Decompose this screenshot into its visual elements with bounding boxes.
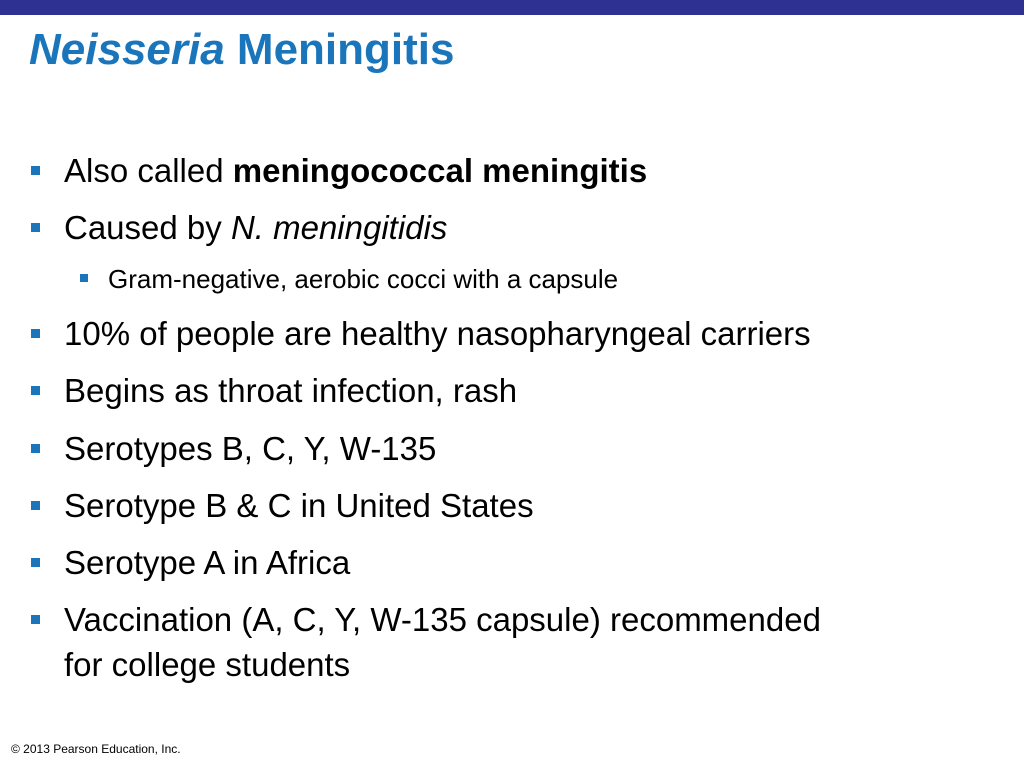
bullet-caused-by	[64, 205, 447, 250]
bullet-italic-term: N. meningitidis	[230, 209, 448, 246]
bullet-text: Serotype A in Africa	[64, 544, 351, 581]
bullet-serotypes	[64, 426, 436, 471]
bullet-vaccination	[64, 597, 821, 687]
bullet-marker-icon	[31, 444, 40, 453]
bullet-marker-icon	[31, 223, 40, 232]
bullet-text: 10% of people are healthy nasopharyngeal carriers	[64, 315, 811, 352]
bullet-marker-icon	[31, 501, 40, 510]
bullet-text: Gram-negative, aerobic cocci with a capsule	[108, 264, 619, 294]
bullet-carriers	[64, 311, 811, 356]
bullet-marker-icon	[31, 558, 40, 567]
bullet-text-line-1: Vaccination (A, C, Y, W-135 capsule) recommended	[64, 601, 821, 638]
bullet-throat-infection	[64, 368, 517, 413]
bullet-text: Caused by	[64, 209, 231, 246]
bullet-bold-term: meningococcal meningitis	[232, 152, 648, 189]
slide-title-rest: Meningitis	[224, 25, 455, 74]
bullet-marker-icon	[31, 329, 40, 338]
bullet-text: Serotype B & C in United States	[64, 487, 534, 524]
sub-bullet-gram-negative	[108, 261, 618, 297]
bullet-marker-icon	[31, 615, 40, 624]
bullet-text: Begins as throat infection, rash	[64, 372, 518, 409]
bullet-text: Serotypes B, C, Y, W-135	[64, 430, 437, 467]
copyright-notice: © 2013 Pearson Education, Inc.	[11, 742, 181, 756]
bullet-serotype-africa	[64, 540, 350, 585]
bullet-marker-icon	[31, 386, 40, 395]
bullet-serotype-us	[64, 483, 534, 528]
sub-bullet-marker-icon	[80, 274, 88, 282]
bullet-also-called	[64, 148, 647, 193]
slide-title-italic: Neisseria	[29, 25, 225, 74]
bullet-text-line-2: for college students	[64, 646, 351, 683]
bullet-text: Also called	[64, 152, 233, 189]
bullet-marker-icon	[31, 166, 40, 175]
